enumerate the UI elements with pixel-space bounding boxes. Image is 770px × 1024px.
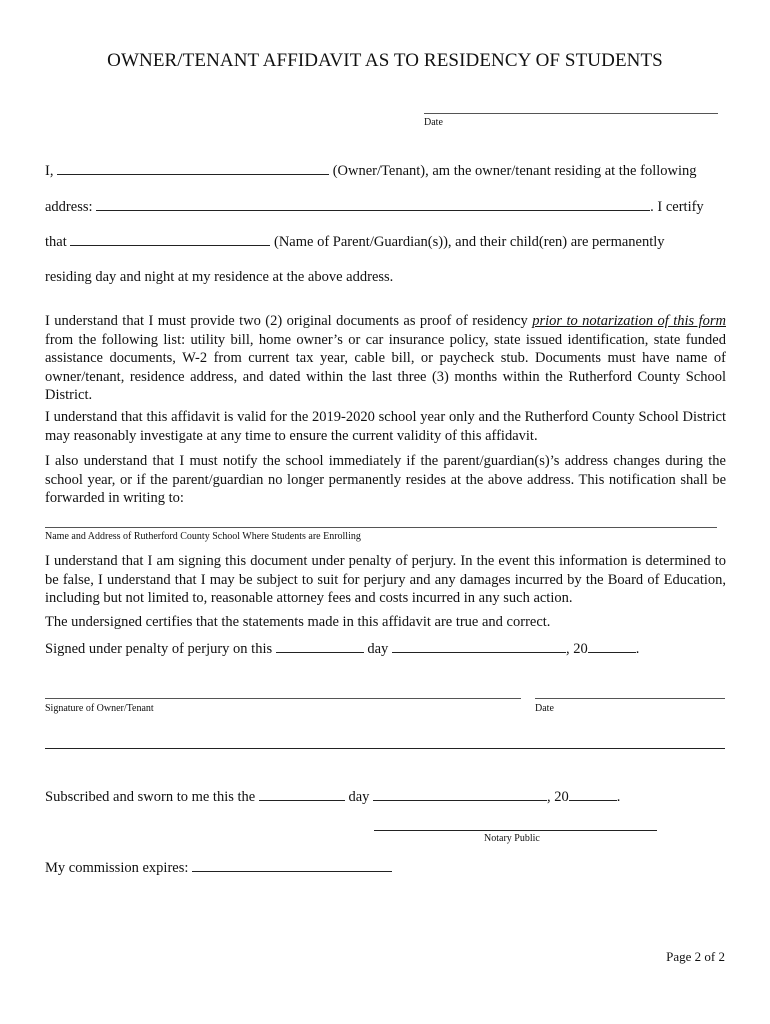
signature-label: Signature of Owner/Tenant bbox=[45, 703, 154, 714]
guardian-prefix: that bbox=[45, 234, 67, 250]
signature-line[interactable] bbox=[45, 698, 521, 699]
guardian-suffix: (Name of Parent/Guardian(s)), and their child(ren) are permanently bbox=[274, 234, 665, 250]
sworn-end: . bbox=[616, 789, 621, 805]
notify-paragraph: I also understand that I must notify the school immediately if the parent/guardian(s)’s address changes during the school year, or if the parent/guardian no longer permanently resides at the above address. This notification shall be forwarded in writing to: bbox=[45, 453, 726, 506]
certify-paragraph: The undersigned certifies that the statements made in this affidavit are true and correct. bbox=[45, 614, 551, 630]
signature-date-label: Date bbox=[535, 703, 554, 714]
sworn-prefix: Subscribed and sworn to me this the bbox=[45, 789, 256, 805]
school-line[interactable] bbox=[45, 527, 717, 528]
notary-line[interactable] bbox=[374, 830, 657, 831]
signed-line bbox=[45, 640, 639, 658]
sworn-year-field[interactable] bbox=[569, 788, 617, 801]
signed-end: . bbox=[635, 641, 640, 657]
sworn-day-label: day bbox=[348, 789, 370, 805]
address-prefix: address: bbox=[45, 199, 93, 215]
school-label: Name and Address of Rutherford County School Where Students are Enrolling bbox=[45, 531, 361, 542]
owner-name-field[interactable] bbox=[57, 162, 329, 175]
page-number: Page 2 of 2 bbox=[666, 949, 725, 964]
guardian-line bbox=[45, 233, 665, 251]
address-line bbox=[45, 198, 704, 216]
proof-text-a: I understand that I must provide two (2) original documents as proof of residency bbox=[45, 313, 533, 329]
signed-year-label: , 20 bbox=[565, 641, 588, 657]
owner-suffix: (Owner/Tenant), am the owner/tenant residing at the following bbox=[332, 163, 697, 179]
signature-date-line[interactable] bbox=[535, 698, 725, 699]
separator-line bbox=[45, 748, 725, 749]
address-field[interactable] bbox=[96, 198, 650, 211]
commission-line bbox=[45, 859, 392, 877]
sworn-line bbox=[45, 788, 620, 806]
date-line[interactable] bbox=[424, 113, 718, 114]
page-title: OWNER/TENANT AFFIDAVIT AS TO RESIDENCY OF STUDENTS bbox=[107, 50, 663, 71]
residing-line: residing day and night at my residence at the above address. bbox=[45, 269, 394, 285]
signed-month-field[interactable] bbox=[392, 640, 566, 653]
sworn-month-field[interactable] bbox=[373, 788, 547, 801]
address-suffix: . I certify bbox=[650, 199, 704, 215]
signed-day-label: day bbox=[367, 641, 389, 657]
signed-year-field[interactable] bbox=[588, 640, 636, 653]
proof-text-b: from the following list: utility bill, home owner’s or car insurance policy, state issued identification, state funded assistance documents, W-2 from current tax year, cable bill, or paycheck stub. Documents must have name of owner/tenant, residence address, and dated within the last three (3) months within the Rutherford County School District. bbox=[45, 331, 726, 403]
notary-label: Notary Public bbox=[484, 833, 540, 844]
proof-paragraph bbox=[45, 312, 726, 405]
commission-field[interactable] bbox=[192, 859, 392, 872]
sworn-year-label: , 20 bbox=[547, 789, 569, 805]
date-label: Date bbox=[424, 117, 443, 128]
owner-line bbox=[45, 162, 697, 180]
owner-prefix: I, bbox=[45, 163, 54, 179]
proof-emphasis: prior to notarization of this form bbox=[532, 313, 726, 329]
guardian-name-field[interactable] bbox=[70, 233, 270, 246]
validity-paragraph: I understand that this affidavit is valid for the 2019-2020 school year only and the Rutherford County School District may reasonably investigate at any time to ensure the current validity of this affidavit. bbox=[45, 409, 726, 444]
commission-label: My commission expires: bbox=[45, 860, 189, 876]
signed-prefix: Signed under penalty of perjury on this bbox=[45, 641, 273, 657]
perjury-paragraph: I understand that I am signing this document under penalty of perjury. In the event this information is determined to be false, I understand that I may be subject to suit for perjury and any damages incurred by the Board of Education, including but not limited to, reasonable attorney fees and costs incurred in any such action. bbox=[45, 553, 726, 606]
sworn-day-field[interactable] bbox=[259, 788, 345, 801]
signed-day-field[interactable] bbox=[276, 640, 364, 653]
